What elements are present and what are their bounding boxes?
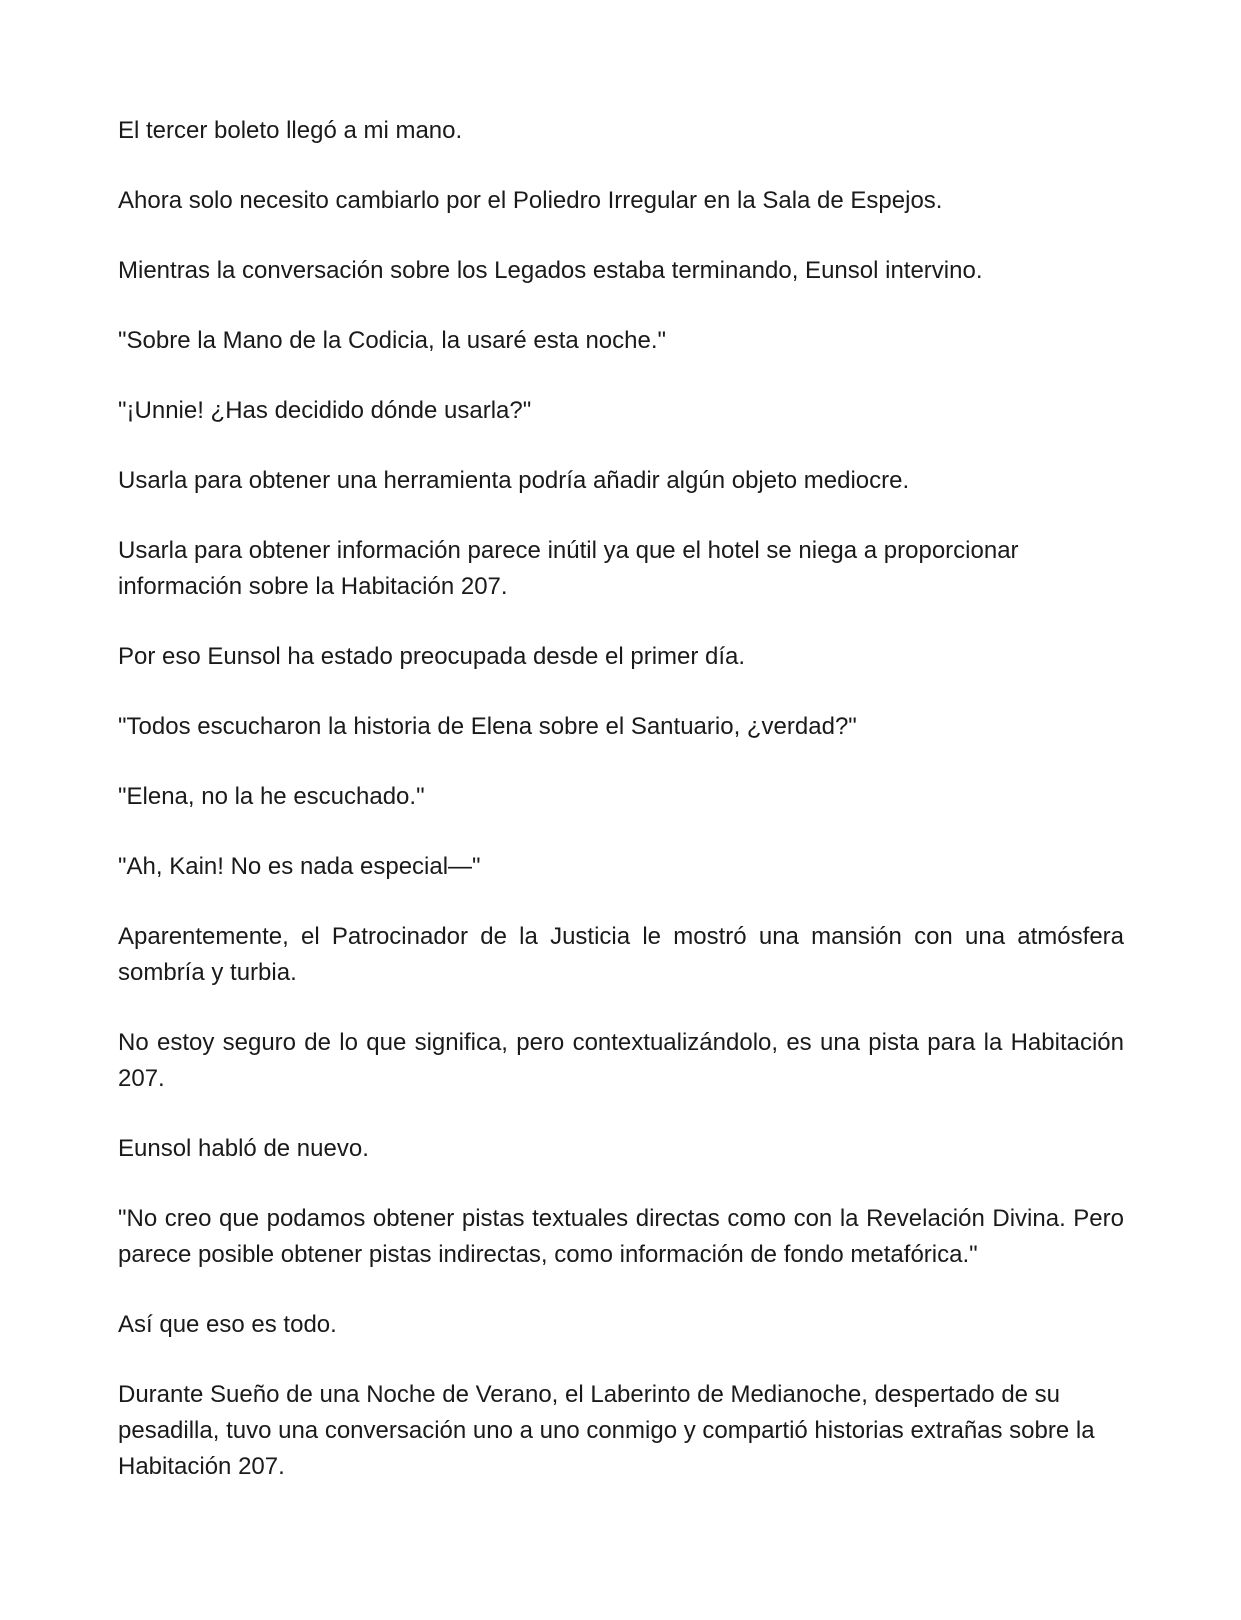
- paragraph: "Todos escucharon la historia de Elena sobre el Santuario, ¿verdad?": [118, 713, 857, 740]
- paragraph: Eunsol habló de nuevo.: [118, 1135, 369, 1162]
- paragraph: "Ah, Kain! No es nada especial—": [118, 853, 481, 880]
- paragraph: Por eso Eunsol ha estado preocupada desde el primer día.: [118, 643, 746, 670]
- paragraph: Usarla para obtener información parece inútil ya que el hotel se niega a proporcionar información sobre la Habitación 207.: [118, 537, 1019, 600]
- paragraph: "No creo que podamos obtener pistas textuales directas como con la Revelación Divina. Pero parece posible obtener pistas indirectas, como información de fondo metafórica.": [118, 1205, 1124, 1268]
- paragraph: Aparentemente, el Patrocinador de la Justicia le mostró una mansión con una atmósfera sombría y turbia.: [118, 923, 1124, 986]
- paragraph: Durante Sueño de una Noche de Verano, el Laberinto de Medianoche, despertado de su pesadilla, tuvo una conversación uno a uno conmigo y compartió historias extrañas sobre la Habitación 207.: [118, 1381, 1095, 1480]
- paragraph: El tercer boleto llegó a mi mano.: [118, 117, 463, 144]
- paragraph: No estoy seguro de lo que significa, pero contextualizándolo, es una pista para la Habitación 207.: [118, 1029, 1124, 1092]
- paragraph: Mientras la conversación sobre los Legados estaba terminando, Eunsol intervino.: [118, 257, 983, 284]
- paragraph: Usarla para obtener una herramienta podría añadir algún objeto mediocre.: [118, 467, 910, 494]
- paragraph: Así que eso es todo.: [118, 1311, 337, 1338]
- paragraph: "¡Unnie! ¿Has decidido dónde usarla?": [118, 397, 532, 424]
- paragraph: "Sobre la Mano de la Codicia, la usaré esta noche.": [118, 327, 667, 354]
- paragraph: Ahora solo necesito cambiarlo por el Poliedro Irregular en la Sala de Espejos.: [118, 187, 943, 214]
- paragraph: "Elena, no la he escuchado.": [118, 783, 425, 810]
- document-body: [118, 113, 1124, 1519]
